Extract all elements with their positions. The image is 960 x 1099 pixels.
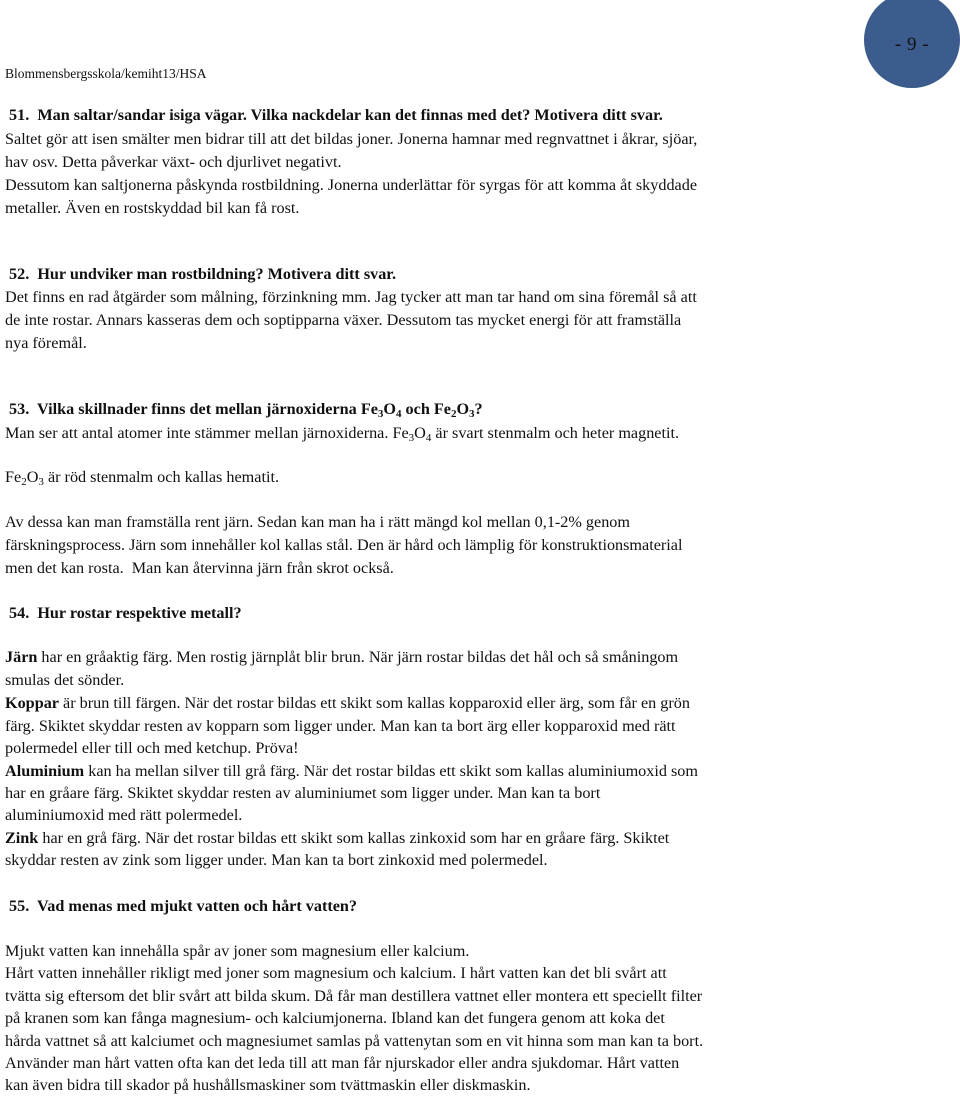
koppar-line-1: Koppar är brun till färgen. När det rostar bildas ett skikt som kallas kopparoxid eller ärg, som får en grön: [5, 694, 690, 712]
q53-line-1: Av dessa kan man framställa rent järn. Sedan kan man ha i rätt mängd kol mellan 0,1-2% genom: [5, 513, 630, 531]
zink-line-1: Zink har en grå färg. När det rostar bildas ett skikt som kallas zinkoxid som har en gråare färg. Skiktet: [5, 829, 670, 847]
q51-heading: 51. Man saltar/sandar isiga vägar. Vilka nackdelar kan det finnas med det? Motivera ditt svar.: [9, 106, 663, 124]
zink-line-2: skyddar resten av zink som ligger under. Man kan ta bort zinkoxid med polermedel.: [5, 851, 548, 869]
q54-heading: 54. Hur rostar respektive metall?: [9, 604, 242, 622]
q51-line-1: Saltet gör att isen smälter men bidrar till att det bildas joner. Jonerna hamnar med regnvattnet i åkrar, sjöar,: [5, 130, 698, 148]
q55-heading: 55. Vad menas med mjukt vatten och hårt vatten?: [9, 897, 358, 915]
q53-line-3: men det kan rosta. Man kan återvinna järn från skrot också.: [5, 559, 394, 577]
q55-line-2: Hårt vatten innehåller rikligt med joner som magnesium och kalcium. I hårt vatten kan det bli svårt att: [5, 964, 667, 982]
q53-fe2o3-line: $Fe_2O_3$ är röd stenmalm och kallas hematit.: [5, 468, 279, 488]
koppar-label: Koppar: [5, 694, 59, 712]
q52-line-1: Det finns en rad åtgärder som målning, förzinkning mm. Jag tycker att man tar hand om sina föremål så att: [5, 288, 697, 306]
koppar-line-3: polermedel eller till och med ketchup. Pröva!: [5, 739, 299, 757]
q55-line-6: Använder man hårt vatten ofta kan det leda till att man får njurskador eller andra sjukdomar. Hårt vatten: [5, 1054, 680, 1072]
q52-line-2: de inte rostar. Annars kasseras dem och soptipparna växer. Dessutom tas mycket energi för att framställa: [5, 311, 682, 329]
zink-label: Zink: [5, 829, 39, 847]
q52-heading: 52. Hur undviker man rostbildning? Motivera ditt svar.: [9, 265, 397, 283]
q51-line-4: metaller. Även en rostskyddad bil kan få rost.: [5, 199, 300, 217]
header-source: Blommensbergsskola/kemiht13/HSA: [5, 66, 207, 81]
q53-line-2: färskningsprocess. Järn som innehåller kol kallas stål. Den är hård och lämplig för konstruktionsmaterial: [5, 536, 683, 554]
q55-line-7: kan även bidra till skador på hushållsmaskiner som tvättmaskin eller diskmaskin.: [5, 1076, 531, 1094]
jarn-line-2: smulas det sönder.: [5, 671, 125, 689]
q51-line-2: hav osv. Detta påverkar växt- och djurlivet negativt.: [5, 153, 342, 171]
aluminium-line-3: aluminiumoxid med rätt polermedel.: [5, 806, 243, 824]
page-number-badge: [864, 0, 960, 88]
aluminium-label: Aluminium: [5, 762, 85, 780]
aluminium-line-2: har en gråare färg. Skiktet skyddar resten av aluminiumet som ligger under. Man kan ta bort: [5, 784, 601, 802]
q51-line-3: Dessutom kan saltjonerna påskynda rostbildning. Jonerna underlättar för syrgas för att komma åt skyddade: [5, 176, 697, 194]
q53-heading: 53. Vilka skillnader finns det mellan järnoxiderna $Fe_3O_4$ och $Fe_2O_3$?: [9, 400, 483, 420]
q53-fe3o4-line: Man ser att antal atomer inte stämmer mellan järnoxiderna. $Fe_3O_4$ är svart stenmalm och heter magnetit.: [5, 424, 680, 444]
q55-line-3: tvätta sig eftersom det blir svårt att bilda skum. Då får man destillera vattnet eller montera ett speciellt filter: [5, 987, 703, 1005]
aluminium-line-1: Aluminium kan ha mellan silver till grå färg. När det rostar bildas ett skikt som kallas aluminiumoxid som: [5, 762, 698, 780]
page-number: - 9 -: [894, 34, 930, 55]
koppar-line-2: färg. Skiktet skyddar resten av kopparn som ligger under. Man kan ta bort ärg eller kopparoxid med rätt: [5, 717, 676, 735]
jarn-line-1: Järn har en gråaktig färg. Men rostig järnplåt blir brun. När järn rostar bildas det hål och så småningom: [5, 648, 679, 666]
q55-line-5: hårda vattnet så att kalciumet och magnesiumet samlas på vattenytan som en vit hinna som man kan ta bort.: [5, 1032, 704, 1050]
q55-line-1: Mjukt vatten kan innehålla spår av joner som magnesium eller kalcium.: [5, 942, 470, 960]
jarn-label: Järn: [5, 648, 38, 666]
q52-line-3: nya föremål.: [5, 334, 87, 352]
q55-line-4: på kranen som kan fånga magnesium- och kalciumjonerna. Ibland kan det fungera genom att koka det: [5, 1009, 665, 1027]
